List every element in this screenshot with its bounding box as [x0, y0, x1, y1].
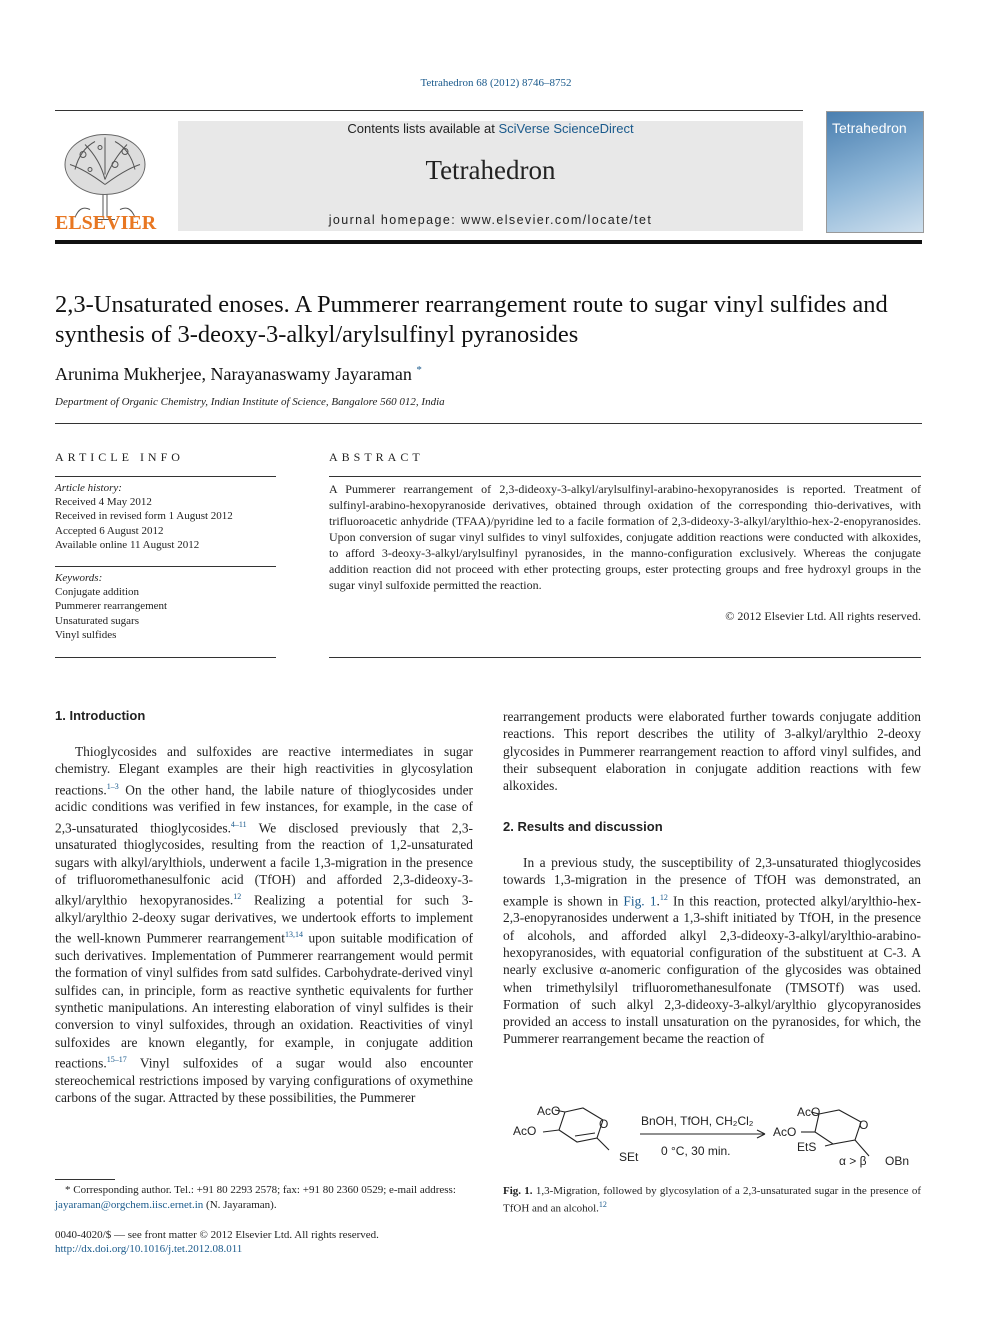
- history-item: Accepted 6 August 2012: [55, 524, 164, 537]
- scheme-label: AcO: [513, 1124, 537, 1138]
- cover-title: Tetrahedron: [832, 120, 907, 136]
- history-label: Article history:: [55, 482, 122, 494]
- intro-text: On the other hand, the labile nature of thioglycosides under acidic conditions was verified in few instances, for example, in the case of 2,3-unsaturated thioglycosides.: [55, 782, 473, 836]
- introduction-continued: [503, 708, 921, 794]
- citation-ref[interactable]: 4–11: [230, 819, 247, 829]
- keyword: Vinyl sulfides: [55, 628, 117, 641]
- intro-text: Realizing a potential for such 3-alkyl/arylthio 2-deoxy sugar derivatives, we undertook efforts to implement the well-known Pummerer rearrangement: [55, 892, 473, 946]
- citation-ref[interactable]: 12: [233, 892, 242, 902]
- keyword: Conjugate addition: [55, 586, 140, 599]
- article-info-rule: [55, 476, 276, 477]
- results-text: In a previous study, the susceptibility of 2,3-unsaturated thioglycosides towards 1,3-migration in the presence of TfOH was demonstrated, an example is shown in: [503, 855, 921, 909]
- journal-citation[interactable]: Tetrahedron 68 (2012) 8746–8752: [420, 77, 572, 89]
- citation-ref[interactable]: 12: [598, 1200, 607, 1209]
- history-item: Received 4 May 2012: [55, 496, 152, 509]
- copyright: © 2012 Elsevier Ltd. All rights reserved.: [725, 609, 921, 623]
- publisher-name: ELSEVIER: [55, 212, 157, 234]
- abstract-bottom-rule: [329, 657, 921, 658]
- keywords: [55, 571, 276, 642]
- scheme-label: AcO: [797, 1105, 821, 1119]
- scheme-label: AcO: [537, 1104, 561, 1118]
- contents-prefix: Contents lists available at: [347, 121, 499, 136]
- issn-line: 0040-4020/$ — see front matter © 2012 Elsevier Ltd. All rights reserved.: [55, 1229, 379, 1241]
- footnote-text: (N. Jayaraman).: [203, 1199, 277, 1211]
- article-info-heading: ARTICLE INFO: [55, 450, 184, 464]
- scheme-label: EtS: [797, 1140, 817, 1154]
- corresponding-author-footnote: [55, 1183, 473, 1213]
- author-list: [55, 364, 422, 385]
- scheme-label: OBn: [885, 1154, 910, 1168]
- abstract-rule: [329, 476, 921, 477]
- introduction-body: [55, 743, 473, 1106]
- reaction-conditions: 0 °C, 30 min.: [661, 1144, 731, 1158]
- reaction-reagents: BnOH, TfOH, CH₂Cl₂: [641, 1114, 754, 1128]
- history-item: Received in revised form 1 August 2012: [55, 510, 233, 523]
- double-bond: [575, 1133, 595, 1136]
- article-info-bottom-rule: [55, 657, 276, 658]
- section-rule: [55, 423, 922, 424]
- sciencedirect-link[interactable]: SciVerse ScienceDirect: [498, 121, 634, 136]
- figure-label: Fig. 1.: [503, 1185, 533, 1197]
- citation-ref[interactable]: 15–17: [106, 1054, 127, 1064]
- scheme-label: O: [859, 1118, 869, 1132]
- article-history: [55, 481, 276, 552]
- results-body: In a previous study, the susceptibility of 2,3-unsaturated thioglycosides towards 1,3-migration in the presence of TfOH was demonstrated, an example is shown in Fig. 1.12 In this reaction, protected alkyl/arylthio-hex-2,3-enopyranosides underwent a 1,3-shift initiated by TfOH, in the presence of alcohols, and afforded alkyl 2,3-dideoxy-3-alkyl/arylthio-arabino-hexopyranosides, with equatorial configuration of the substituent at C-3. A nearly exclusive α-anomeric configuration of the glycosides was obtained when trimethylsilyl trifluoromethanesulfonate (TMSOTf) was used. Formation of such alkyl 2,3-dideoxy-3-alkyl/arylthio glycopyranosides provided an access to install unsaturation on the pyranosides, for which, the Pummerer rearrangement became the reaction of: [503, 855, 921, 1047]
- article-title: 2,3-Unsaturated enoses. A Pummerer rearrangement route to sugar vinyl sulfides and synthesis of 3-deoxy-3-alkyl/arylsulfinyl pyranosides: [55, 291, 888, 348]
- intro-text: We disclosed previously that 2,3-unsaturated thioglycosides, resulting from the reaction of 1,2-unsaturated sugars with alkyl/arylthiols, underwent a facile 1,3-migration in the presence of trifluoromethanesulfonic acid (TfOH) and afforded 2,3-dideoxy-3-alkyl/arylthio hexopyranosides.: [55, 820, 473, 908]
- footnote-text: * Corresponding author. Tel.: +91 80 2293 2578; fax: +91 80 2360 0529; e-mail address:: [65, 1184, 456, 1196]
- intro-text: Thioglycosides and sulfoxides are reactive intermediates in sugar chemistry. Elegant examples are their high reactivities in glycosylation reactions.: [55, 744, 473, 798]
- author-email-link[interactable]: jayaraman@orgchem.iisc.ernet.in: [55, 1199, 204, 1211]
- introduction-heading: 1. Introduction: [55, 708, 146, 723]
- doi-link[interactable]: http://dx.doi.org/10.1016/j.tet.2012.08.011: [55, 1243, 243, 1255]
- keyword: Unsaturated sugars: [55, 614, 140, 627]
- anomeric-selectivity: α > β: [839, 1154, 867, 1168]
- contents-line: [178, 121, 803, 136]
- keywords-rule: [55, 566, 276, 567]
- citation-ref[interactable]: 1–3: [106, 781, 119, 791]
- results-text: In this reaction, protected alkyl/arylthio-hex-2,3-enopyranosides underwent a 1,3-shift initiated by TfOH, in the presence of alcohols, and afforded alkyl 2,3-dideoxy-3-alkyl/arylthio-arabino-hexopyranosides, with equatorial configuration of the substituent at C-3. A nearly exclusive α-anomeric configuration of the glycosides was obtained when trimethylsilyl trifluoromethanesulfonate (TMSOTf) was used. Formation of such alkyl 2,3-dideoxy-3-alkyl/arylthio glycopyranosides provided an access to install unsaturation on the pyranosides, for which, the Pummerer rearrangement became the reaction of: [503, 893, 921, 1047]
- history-item: Available online 11 August 2012: [55, 538, 200, 551]
- pyranose-ring-right: [815, 1110, 861, 1144]
- journal-name: Tetrahedron: [425, 155, 556, 185]
- citation-ref[interactable]: 12: [659, 892, 668, 902]
- keywords-label: Keywords:: [55, 572, 103, 584]
- scheme-label: AcO: [773, 1125, 797, 1139]
- reaction-scheme: [503, 1098, 923, 1176]
- results-heading: 2. Results and discussion: [503, 819, 663, 834]
- affiliation: Department of Organic Chemistry, Indian Institute of Science, Bangalore 560 012, India: [55, 396, 445, 408]
- figure-caption: [503, 1184, 921, 1216]
- scheme-label: O: [599, 1117, 609, 1131]
- figure-ref-link[interactable]: Fig. 1: [623, 893, 657, 909]
- keyword: Pummerer rearrangement: [55, 600, 168, 613]
- intro-text: upon suitable modification of such derivatives. Implementation of Pummerer rearrangement would permit the formation of vinyl sulfides from satd sulfides. Carbohydrate-derived vinyl sulfides can, in principle, form as reactive synthetic equivalents for further synthetic manipulations. An interesting elaboration of vinyl sulfides is their conversion to vinyl sulfoxides, through an oxidation. Reactivities of vinyl sulfoxides are known elegantly, for example, in conjugate addition reactions.: [55, 930, 473, 1071]
- corresponding-author-mark[interactable]: *: [416, 364, 422, 376]
- citation-ref[interactable]: 13,14: [284, 930, 303, 940]
- abstract-text: A Pummerer rearrangement of 2,3-dideoxy-3-alkyl/arylsulfinyl-arabino-hexopyranosides is reported. Treatment of sulfinyl-arabino-hexopyranoside derivatives, obtained through oxidation of the corresponding thio-derivatives, with trifluoroacetic anhydride (TFAA)/pyridine led to a facile formation of 2,3-dideoxy-3-alkyl/arylthio-hex-2-enopyranosides. Upon conversion of sugar vinyl sulfides to vinyl sulfoxides, conjugate addition reactions were conducted with alkoxides, to afford 3-deoxy-3-alkyl/arylsulfinyl pyranosides, in the manno-configuration exclusively. Whereas the conjugate addition reaction did not proceed with ether protecting groups, ester protecting groups and free hydroxyl groups in the sugar vinyl sulfoxide permitted the reaction.: [329, 482, 921, 592]
- intro-text: Vinyl sulfoxides of a sugar would also encounter stereochemical restrictions imposed by varying configurations of oxymethine carbons of the sugar. Attracted by these possibilities, the Pummerer: [55, 1055, 473, 1105]
- scheme-label: SEt: [619, 1150, 639, 1164]
- abstract-heading: ABSTRACT: [329, 450, 424, 464]
- authors-text: Arunima Mukherjee, Narayanaswamy Jayaraman: [55, 364, 412, 384]
- footnote-rule: [55, 1179, 115, 1180]
- figure-caption-text: 1,3-Migration, followed by glycosylation of a 2,3-unsaturated sugar in the presence of TfOH and an alcohol.: [503, 1185, 921, 1215]
- pyranose-ring-left: [559, 1108, 603, 1142]
- intro-continued-text: rearrangement products were elaborated further towards conjugate addition reactions. This report describes the utility of 3-alkyl/arylthio 2-deoxy glycosides in Pummerer rearrangement reaction to afford vinyl sulfides, and their subsequent elaboration in conjugate addition reactions with few alkoxides.: [503, 709, 921, 794]
- header-rule: [55, 110, 803, 111]
- header-thick-rule: [55, 240, 922, 244]
- journal-homepage[interactable]: journal homepage: www.elsevier.com/locate/tet: [328, 213, 653, 227]
